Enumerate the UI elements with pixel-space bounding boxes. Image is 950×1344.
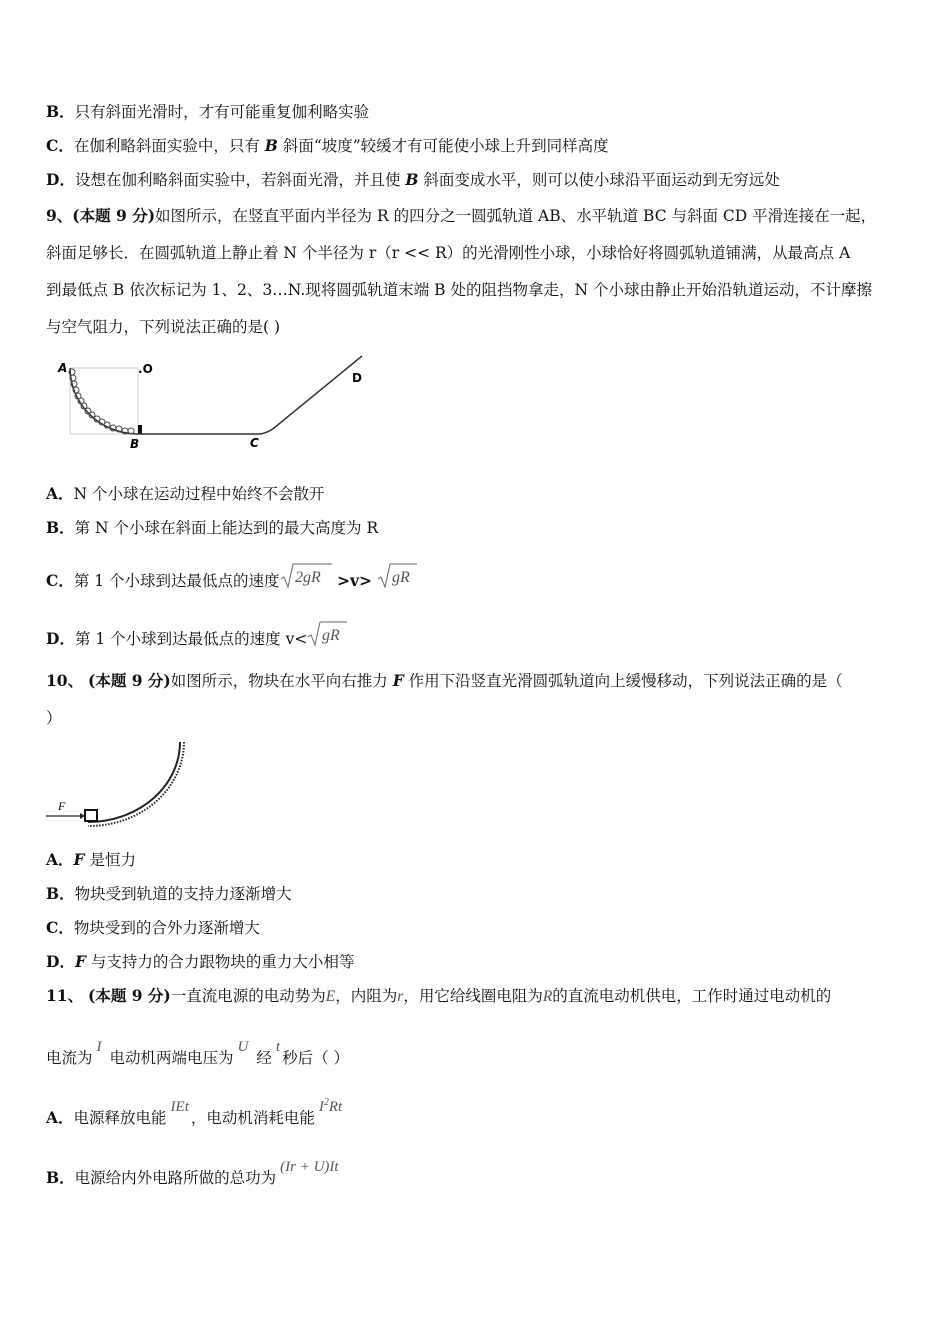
option-label: A． bbox=[46, 1108, 74, 1127]
q9-option-d bbox=[46, 620, 347, 649]
variable: F bbox=[392, 671, 404, 690]
question-text: 作用下沿竖直光滑圆弧轨道向上缓慢移动，下列说法正确的是（ bbox=[403, 672, 843, 690]
q9-option-a bbox=[46, 484, 325, 504]
variable: I bbox=[96, 1039, 102, 1055]
question-number: 11、 bbox=[46, 986, 84, 1005]
option-text: 与支持力的合力跟物块的重力大小相等 bbox=[85, 953, 355, 971]
variable: B bbox=[405, 170, 419, 189]
option-label: D． bbox=[46, 952, 75, 971]
question-text: 一直流电源的电动势为 bbox=[170, 987, 326, 1005]
q9-track-figure bbox=[50, 348, 380, 452]
q11-stem-line-2 bbox=[46, 1039, 349, 1069]
variable: E bbox=[325, 988, 336, 1005]
q10-arc-figure bbox=[44, 738, 194, 830]
label-d: D bbox=[352, 371, 362, 385]
expression: $I^2Rt$ bbox=[318, 1097, 343, 1115]
expression: (Ir + U)It bbox=[280, 1159, 339, 1175]
arc-hatch bbox=[88, 742, 184, 826]
question-number: 9、 bbox=[46, 206, 73, 225]
q10-option-d bbox=[46, 952, 354, 972]
block bbox=[85, 810, 97, 821]
label-c: C bbox=[250, 436, 259, 450]
q11-option-a bbox=[46, 1097, 343, 1131]
label-f: F bbox=[58, 799, 66, 813]
option-text: 在伽利略斜面实验中，只有 bbox=[73, 137, 265, 155]
inequality: >v> bbox=[331, 571, 378, 590]
option-label: A． bbox=[46, 850, 74, 869]
option-label: D． bbox=[46, 629, 75, 648]
option-text: 设想在伽利略斜面实验中，若斜面光滑，并且使 bbox=[74, 171, 406, 189]
q9-stem-line-1 bbox=[46, 206, 876, 226]
question-score: (本题 9 分) bbox=[88, 671, 171, 690]
q8-option-c bbox=[46, 136, 609, 156]
question-text: 如图所示，物块在水平向右推力 bbox=[170, 672, 393, 690]
variable: F bbox=[74, 952, 86, 971]
variable: r bbox=[397, 988, 404, 1005]
incline-track bbox=[258, 356, 362, 434]
q10-stem-line-2: ） bbox=[46, 709, 62, 727]
option-text: 电源给内外电路所做的总功为 bbox=[74, 1169, 277, 1187]
question-score: (本题 9 分) bbox=[88, 986, 171, 1005]
option-label: C． bbox=[46, 136, 74, 155]
label-b: B bbox=[130, 437, 140, 451]
q10-option-a bbox=[46, 850, 136, 870]
question-text: 的直流电动机供电，工作时通过电动机的 bbox=[552, 987, 832, 1005]
q8-option-d bbox=[46, 170, 780, 190]
variable: U bbox=[237, 1039, 249, 1055]
q9-option-b bbox=[46, 518, 378, 538]
q9-stem-line-4: 与空气阻力，下列说法正确的是( ) bbox=[46, 318, 281, 336]
q9-stem-line-2: 斜面足够长．在圆弧轨道上静止着 N 个半径为 r（r << R）的光滑刚性小球，小球恰好将圆弧轨道铺满，从最高点 A bbox=[46, 244, 851, 262]
option-text: 电源释放电能 bbox=[73, 1109, 167, 1127]
label-a: A bbox=[58, 361, 68, 375]
question-text: 电动机两端电压为 bbox=[109, 1049, 234, 1067]
option-label: A． bbox=[46, 484, 74, 503]
option-text: 第 1 个小球到达最低点的速度 v< bbox=[74, 630, 308, 648]
option-label: B． bbox=[46, 518, 75, 537]
expression: IEt bbox=[170, 1099, 189, 1115]
option-text: N 个小球在运动过程中始终不会散开 bbox=[73, 485, 325, 503]
sqrt-2gR bbox=[280, 562, 332, 590]
variable: B bbox=[264, 136, 278, 155]
variable: R bbox=[542, 988, 553, 1005]
question-text: 经 bbox=[256, 1049, 272, 1067]
option-label: B． bbox=[46, 1168, 75, 1187]
option-label: B． bbox=[46, 102, 75, 121]
option-text: 物块受到的合外力逐渐增大 bbox=[73, 919, 260, 937]
blocker bbox=[138, 425, 142, 434]
option-text: 第 1 个小球到达最低点的速度 bbox=[73, 572, 280, 590]
variable: t bbox=[275, 1039, 281, 1055]
question-number: 10、 bbox=[46, 671, 84, 690]
q9-stem-line-3: 到最低点 B 依次标记为 1、2、3…N.现将圆弧轨道末端 B 处的阻挡物拿走，N 个小球由静止开始沿轨道运动，不计摩擦 bbox=[46, 281, 872, 299]
q11-stem-line-1 bbox=[46, 986, 831, 1007]
svg-text:gR: gR bbox=[392, 569, 411, 586]
q8-option-b bbox=[46, 102, 369, 122]
question-text: ，内阻为 bbox=[335, 987, 398, 1005]
option-label: D． bbox=[46, 170, 75, 189]
option-label: B． bbox=[46, 884, 75, 903]
option-text: 斜面“坡度”较缓才有可能使小球上升到同样高度 bbox=[277, 137, 609, 155]
q10-option-c bbox=[46, 918, 260, 938]
sqrt-gR bbox=[307, 620, 347, 648]
option-text: 物块受到轨道的支持力逐渐增大 bbox=[74, 885, 292, 903]
option-text: ，电动机消耗电能 bbox=[190, 1109, 315, 1127]
q11-option-b bbox=[46, 1159, 339, 1189]
option-text: 只有斜面光滑时，才有可能重复伽利略实验 bbox=[74, 103, 370, 121]
svg-text:2gR: 2gR bbox=[294, 569, 321, 586]
q10-option-b bbox=[46, 884, 292, 904]
q10-stem-line-1 bbox=[46, 671, 843, 691]
option-text: 是恒力 bbox=[84, 851, 136, 869]
label-o: .O bbox=[138, 362, 153, 376]
question-text: 如图所示，在竖直平面内半径为 R 的四分之一圆弧轨道 AB、水平轨道 BC 与斜面 CD 平滑连接在一起， bbox=[155, 207, 877, 225]
svg-text:gR: gR bbox=[322, 627, 341, 644]
arc-track bbox=[88, 742, 180, 822]
question-text: ，用它给线圈电阻为 bbox=[403, 987, 543, 1005]
option-label: C． bbox=[46, 918, 74, 937]
q9-option-c bbox=[46, 562, 417, 591]
question-text: 电流为 bbox=[46, 1049, 93, 1067]
question-score: (本题 9 分) bbox=[72, 206, 156, 225]
question-text: 秒后（ ） bbox=[282, 1049, 349, 1067]
option-text: 第 N 个小球在斜面上能达到的最大高度为 R bbox=[74, 519, 379, 537]
option-text: 斜面变成水平，则可以使小球沿平面运动到无穷远处 bbox=[418, 171, 780, 189]
sqrt-gR bbox=[377, 562, 417, 590]
variable: F bbox=[73, 850, 85, 869]
option-label: C． bbox=[46, 571, 74, 590]
